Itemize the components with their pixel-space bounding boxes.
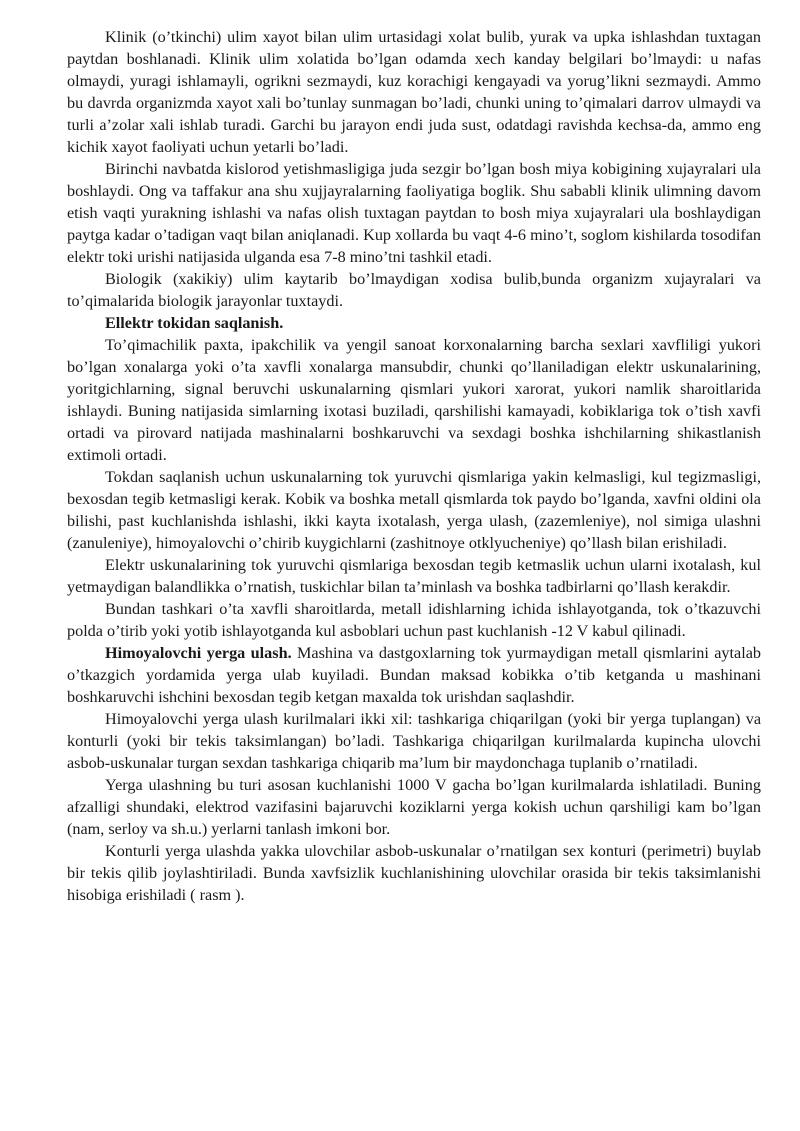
paragraph-insulation: Elektr uskunalarining tok yuruvchi qismlariga bexosdan tegib ketmaslik uchun ularni ixotalash, kul yetmaydigan balandlikka o’rnatish, tuskichlar bilan ta’minlash va boshka tadbirlarni qo’llash kerakdir. [67,556,761,596]
paragraph-grounding-types: Himoyalovchi yerga ulash kurilmalari ikki xil: tashkariga chiqarilgan (yoki bir yerga tuplangan) va konturli (yoki bir tekis taksimlangan) bo’ladi. Tashkariga chiqarilgan kurilmalarda kupincha ulovchi asbob-uskunalar turgan sexdan tashkariga chiqarib ma’lum bir maydonchaga tuplanib o’rnatiladi. [67,710,761,772]
paragraph-clinical-death: Klinik (o’tkinchi) ulim xayot bilan ulim urtasidagi xolat bulib, yurak va upka ishlashdan tuxtagan paytdan boshlanadi. Klinik ulim xolatida bo’lgan odamda xech kanday belgilari bo’lmaydi: u nafas olmaydi, yuragi ishlamayli, ogrikni sezmaydi, kuz korachigi kengayadi va yorug’likni sezmaydi. Ammo bu davrda organizmda xayot xali bo’tunlay sunmagan bo’ladi, chunki uning to’qimalari darrov ulmaydi va turli a’zolar xali ishlab turadi. Garchi bu jarayon endi juda sust, odatdagi ravishda kechsa-da, ammo eng kichik xayot faoliyati uchun yetarli bo’ladi. [67,28,761,156]
paragraph-protection-methods: Tokdan saqlanish uchun uskunalarning tok yuruvchi qismlariga yakin kelmasligi, kul tegizmasligi, bexosdan tegib ketmasligi kerak. Kobik va boshka metall qismlarda tok paydo bo’lganda, xavfni oldini ola bilishi, past kuchlanishda ishlashi, ikki kayta ixotalash, yerga ulash, (zazemleniye), nol simiga ulashni (zanuleniye), himoyalovchi o’chirib kuygichlarni (zashitnoye otklyucheniye) qo’llash bilan erishiladi. [67,468,761,552]
paragraph-low-voltage: Bundan tashkari o’ta xavfli sharoitlarda, metall idishlarning ichida ishlayotganda, tok o’tkazuvchi polda o’tirib yoki yotib ishlayotganda kul asboblari uchun past kuchlanish -12 V kabul qilinadi. [67,600,761,640]
paragraph-textile-hazard: To’qimachilik paxta, ipakchilik va yengil sanoat korxonalarning barcha sexlari xavfliligi yukori bo’lgan xonalarga yoki o’ta xavfli xonalarga mansubdir, chunki qo’llaniladigan elektr uskunalarining, yoritgichlarning, signal beruvchi uskunalarning qismlari yukori xarorat, yukori namlik sharoitlarida ishlaydi. Buning natijasida simlarning ixotasi buziladi, qarshilishi kamayadi, kobiklariga tok o’tish xavfi ortadi va pirovard natijada mashinalarni boshkaruvchi va sexdagi boshka ishchilarning shikastlanish extimoli ortadi. [67,336,761,464]
paragraph-contour-grounding: Konturli yerga ulashda yakka ulovchilar asbob-uskunalar o’rnatilgan sex konturi (perimetri) buylab bir tekis qilib joylashtiriladi. Bunda xavfsizlik kuchlanishining ulovchilar orasida bir tekis taksimlanishi hisobiga erishiladi ( rasm ). [67,842,761,904]
paragraph-biological-death: Biologik (xakikiy) ulim kaytarib bo’lmaydigan xodisa bulib,bunda organizm xujayralari va to’qimalarida biologik jarayonlar tuxtaydi. [67,270,761,310]
paragraph-grounding [67,642,761,708]
grounding-lead: Himoyalovchi yerga ulash. [105,644,292,662]
paragraph-grounding-voltage: Yerga ulashning bu turi asosan kuchlanishi 1000 V gacha bo’lgan kurilmalarda ishlatiladi. Buning afzalligi shundaki, elektrod vazifasini bajaruvchi koziklarni yerga kokish uchun qarshiligi kam bo’lgan (nam, serloy va sh.u.) yerlarni tanlash imkoni bor. [67,776,761,838]
paragraph-brain-cells: Birinchi navbatda kislorod yetishmasligiga juda sezgir bo’lgan bosh miya kobigining xujayralari ula boshlaydi. Ong va taffakur ana shu xujjayralarning faoliyatiga boglik. Shu sababli klinik ulimning davom etish vaqti yurakning ishlashi va nafas olish tuxtagan paytdan to bosh miya xujayralari ula boshlaydigan paytga kadar o’tadigan vaqt bilan aniqlanadi. Kup xollarda bu vaqt 4-6 mino’t, soglom kishilarda tosodifan elektr toki urishi natijasida ulganda esa 7-8 mino’tni tashkil etadi. [67,160,761,266]
document-page [67,26,761,906]
section-heading: Ellektr tokidan saqlanish. [105,314,284,332]
grounding-text: Mashina va dastgoxlarning tok yurmaydigan metall qismlarini aytalab o’tkazgich yordamida yerga ulab kuyiladi. Bundan maksad kobikka o’tib ketganda u mashinani boshkaruvchi ishchini bexosdan tegib ketgan maxalda tok urishdan saqlashdir. [67,644,761,706]
